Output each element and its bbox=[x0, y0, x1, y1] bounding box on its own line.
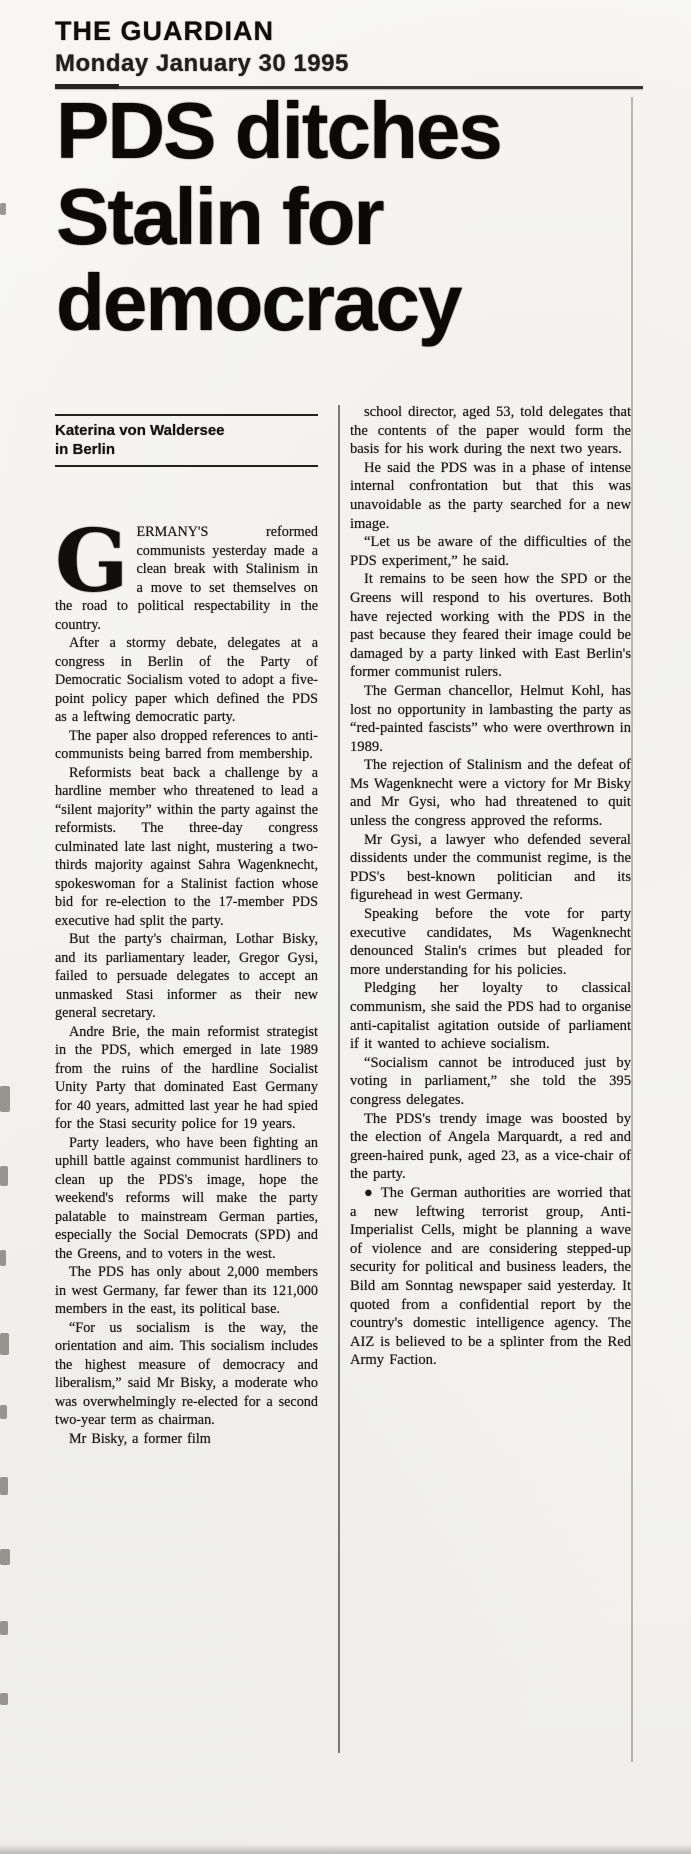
article-paragraph: school director, aged 53, told delegates that the contents of the paper would form the basis for his work during the next two years. bbox=[350, 404, 631, 458]
headline-line-1: PDS ditches bbox=[56, 86, 501, 175]
article-paragraph: Speaking before the vote for party executive candidates, Ms Wagenknecht denounced Stalin's crimes but pleaded for more understanding for his policies. bbox=[350, 906, 631, 978]
article-paragraph: Pledging her loyalty to classical communism, she said the PDS had to organise anti-capitalist agitation outside of parliament if it wanted to achieve socialism. bbox=[350, 980, 631, 1053]
scan-artifact bbox=[0, 1333, 9, 1355]
publication-title: THE GUARDIAN bbox=[55, 16, 274, 46]
article-paragraph: The PDS's trendy image was boosted by the election of Angela Marquardt, a red and green-haired punk, aged 23, as a vice-chair of the party. bbox=[350, 1110, 631, 1183]
article-paragraph: The rejection of Stalinism and the defeat of Ms Wagenknecht were a victory for Mr Bisky and Mr Gysi, who had threatened to quit unless the congress approved the reforms. bbox=[350, 757, 631, 830]
scan-artifact bbox=[0, 1693, 8, 1705]
article-column-left bbox=[55, 414, 318, 1766]
headline-line-3: democracy bbox=[56, 258, 461, 347]
scan-artifact bbox=[0, 1477, 8, 1495]
byline-author: Katerina von Waldersee bbox=[55, 422, 225, 439]
article-paragraph: Mr Bisky, a former film bbox=[69, 1430, 211, 1447]
right-column-paragraphs bbox=[350, 403, 631, 1370]
article-paragraph: “For us socialism is the way, the orientation and aim. This socialism includes the highest measure of democracy and liberalism,” said Mr Bisky, a moderate who was overwhelmingly re-elected for a second two-year term as chairman. bbox=[55, 1319, 318, 1428]
article-paragraph: “Let us be aware of the difficulties of the PDS experiment,” he said. bbox=[350, 534, 631, 569]
byline-location: in Berlin bbox=[55, 441, 116, 458]
left-column-paragraphs bbox=[55, 634, 318, 1448]
article-paragraph: ● The German authorities are worried that a new leftwing terrorist group, Anti-Imperialist Cells, might be planning a wave of violence and are considering stepped-up security for political and business leaders, the Bild am Sonntag newspaper said yesterday. It quoted from a confidential report by the country's domestic intelligence agency. The AIZ is believed to be a splinter from the Red Army Faction. bbox=[350, 1184, 631, 1369]
column-divider-rule bbox=[338, 405, 340, 1753]
article-headline bbox=[56, 88, 656, 346]
scan-artifact bbox=[0, 203, 6, 215]
lead-text: ERMANY'S reformed communists yesterday made a clean break with Stalinism in a move to set themselves on the road to political respectability in the country. bbox=[55, 524, 318, 633]
article-paragraph: The German chancellor, Helmut Kohl, has lost no opportunity in lambasting the party as “red-painted fascists” who were overthrown in 1989. bbox=[350, 682, 631, 755]
headline-line-2: Stalin for bbox=[56, 172, 383, 261]
article-paragraph: The paper also dropped references to anti-communists being barred from membership. bbox=[55, 727, 318, 762]
scan-artifact bbox=[0, 1166, 8, 1186]
publication-date: Monday January 30 1995 bbox=[55, 50, 349, 77]
scan-edge-shadow bbox=[0, 1844, 691, 1854]
article-paragraph: It remains to be seen how the SPD or the Greens will respond to his overtures. Both have rejected working with the PDS in the past because they feared their image could be damaged by a party linked with East Berlin's former communist rulers. bbox=[350, 571, 631, 681]
scan-artifact bbox=[0, 1549, 10, 1565]
clipping-edge-rule bbox=[631, 97, 633, 1762]
scan-artifact bbox=[0, 1086, 10, 1112]
article-paragraph: He said the PDS was in a phase of intense internal confrontation but that this was unavoidable as the party searched for a new image. bbox=[350, 459, 631, 532]
article-paragraph: After a stormy debate, delegates at a congress in Berlin of the Party of Democratic Socialism voted to adopt a five-point policy paper which defined the PDS as a leftwing democratic party. bbox=[55, 635, 318, 725]
article-paragraph: Mr Gysi, a lawyer who defended several dissidents under the communist regime, is the PDS's best-known politician and its figurehead in west Germany. bbox=[350, 831, 631, 904]
scan-artifact bbox=[0, 1405, 7, 1419]
article-paragraph: Party leaders, who have been fighting an uphill battle against communist hardliners to clean up the PDS's image, hope the weekend's reforms will make the party palatable to mainstream German parties, especially the Social Democrats (SPD) and the Greens, and to voters in the west. bbox=[55, 1134, 318, 1262]
article-paragraph: Andre Brie, the main reformist strategist in the PDS, which emerged in late 1989 from the ruins of the hardline Socialist Unity Party that dominated East Germany for 40 years, admitted last year he had spied for the Stasi security police for 19 years. bbox=[55, 1023, 318, 1132]
article-paragraph: The PDS has only about 2,000 members in west Germany, far fewer than its 121,000 members in the east, its political base. bbox=[55, 1264, 318, 1317]
drop-cap: G bbox=[55, 511, 129, 612]
byline bbox=[55, 414, 318, 467]
article-paragraph: Reformists beat back a challenge by a hardline member who threatened to lead a “silent majority” within the party against the reformists. The three-day congress culminated late last night, mustering a two-thirds majority against Sahra Wagenknecht, spokeswoman for a Stalinist faction whose bid for re-election to the 17-member PDS executive had split the party. bbox=[55, 764, 318, 929]
article-paragraph: But the party's chairman, Lothar Bisky, and its parliamentary leader, Gregor Gysi, failed to persuade delegates to accept an unmasked Stasi informer as their new general secretary. bbox=[55, 931, 318, 1021]
scan-artifact bbox=[0, 1250, 6, 1266]
article-paragraph: “Socialism cannot be introduced just by voting in parliament,” she told the 395 congress delegates. bbox=[350, 1054, 631, 1108]
article-column-right bbox=[350, 403, 631, 1763]
masthead bbox=[55, 16, 349, 78]
scan-artifact bbox=[0, 1621, 8, 1635]
lead-paragraph bbox=[55, 511, 318, 634]
